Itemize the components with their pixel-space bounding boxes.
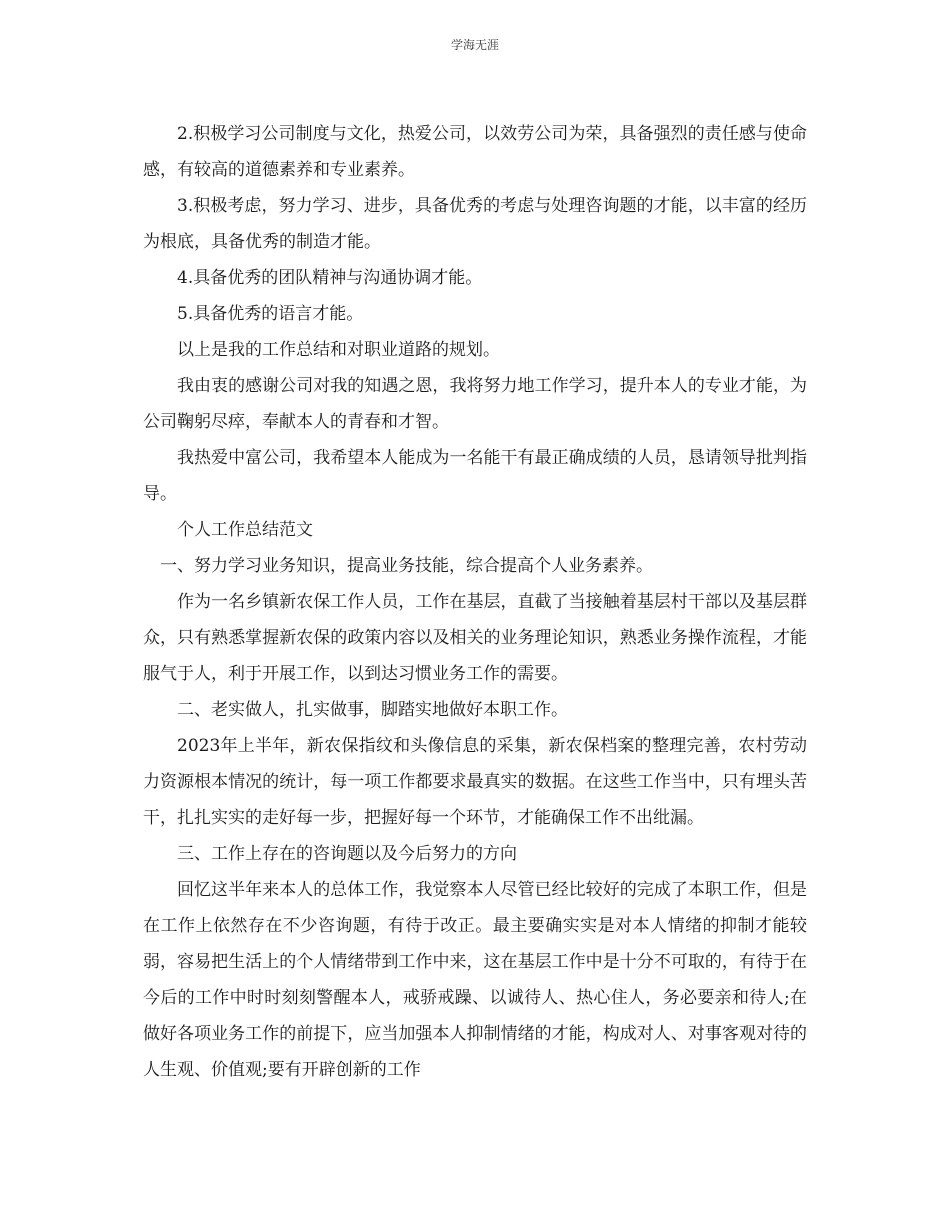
paragraph-item-2: 2.积极学习公司制度与文化，热爱公司，以效劳公司为荣，具备强烈的责任感与使命感，有较高的道德素养和专业素养。 [143,124,807,180]
paragraph-item-3: 3.积极考虑，努力学习、进步，具备优秀的考虑与处理咨询题的才能，以丰富的经历为根底，具备优秀的制造才能。 [143,196,807,252]
paragraph-thanks: 我由衷的感谢公司对我的知遇之恩，我将努力地工作学习，提升本人的专业才能，为公司鞠躬尽瘁，奉献本人的青春和才智。 [143,376,807,432]
paragraph-2023: 2023年上半年，新农保指纹和头像信息的采集，新农保档案的整理完善，农村劳动力资源根本情况的统计，每一项工作都要求最真实的数据。在这些工作当中，只有埋头苦干，扎扎实实的走好每一步，把握好每一个环节，才能确保工作不出纰漏。 [143,736,807,828]
paragraph-item-5: 5.具备优秀的语言才能。 [177,304,364,324]
paragraph-work-role: 作为一名乡镇新农保工作人员，工作在基层，直截了当接触着基层村干部以及基层群众，只有熟悉掌握新农保的政策内容以及相关的业务理论知识，熟悉业务操作流程，才能服气于人，利于开展工作，以到达习惯业务工作的需要。 [143,592,807,684]
page-header: 学海无涯 [450,38,499,52]
paragraph-item-4: 4.具备优秀的团队精神与沟通协调才能。 [177,268,483,288]
document-body [143,116,807,1088]
section-title: 个人工作总结范文 [177,520,313,540]
heading-three: 三、工作上存在的咨询题以及今后努力的方向 [177,844,517,864]
heading-one: 一、努力学习业务知识，提高业务技能，综合提高个人业务素养。 [160,556,653,576]
paragraph-summary: 以上是我的工作总结和对职业道路的规划。 [177,340,500,360]
paragraph-review: 回忆这半年来本人的总体工作，我觉察本人尽管已经比较好的完成了本职工作，但是在工作上依然存在不少咨询题，有待于改正。最主要确实实是对本人情绪的抑制才能较弱，容易把生活上的个人情绪带到工作中来，这在基层工作中是十分不可取的，有待于在今后的工作中时时刻刻警醒本人，戒骄戒躁、以诚待人、热心住人，务必要亲和待人;在做好各项业务工作的前提下，应当加强本人抑制情绪的才能，构成对人、对事客观对待的人生观、价值观;要有开辟创新的工作 [143,880,807,1080]
heading-two: 二、老实做人，扎实做事，脚踏实地做好本职工作。 [177,700,568,720]
paragraph-hope: 我热爱中富公司，我希望本人能成为一名能干有最正确成绩的人员，恳请领导批判指导。 [143,448,807,504]
